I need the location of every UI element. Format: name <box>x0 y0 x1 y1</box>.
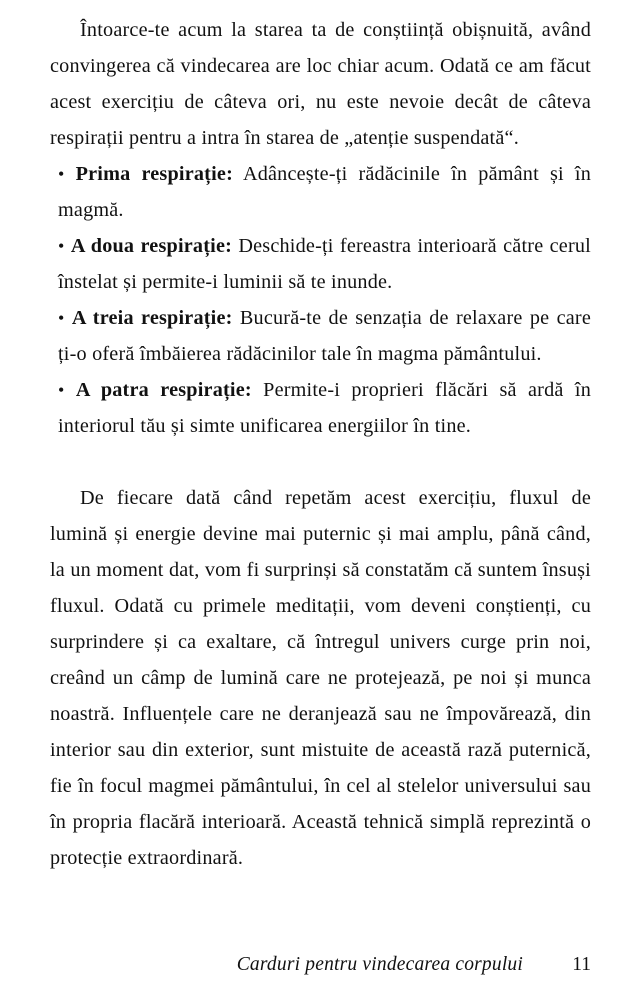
breath-1-lead-in: Prima respirație: <box>75 163 233 185</box>
footer-page-number: 11 <box>572 954 591 975</box>
list-item-breath-1 <box>50 156 591 228</box>
paragraph-spacer <box>50 444 591 480</box>
closing-paragraph: De fiecare dată când repetăm acest exercițiu, fluxul de lumină și energie devine mai puternic și mai amplu, până când, la un moment dat, vom fi surprinși să constatăm că suntem însuși fluxul. Odată cu primele meditații, vom deveni conștienți, cu surprindere și ca exaltare, că întregul univers curge prin noi, creând un câmp de lumină care ne protejează, pe noi și munca noastră. Influențele care ne deranjează sau ne împovărează, din interior sau din exterior, sunt mistuite de această rază puternică, fie în focul magmei pământului, în cel al stelelor universului sau în propria flacără interioară. Această tehnică simplă reprezintă o protecție extraordinară. <box>50 487 591 869</box>
breath-3-lead-in: A treia respirație: <box>71 307 233 329</box>
breath-3-text: Bucură-te de senzația de relaxare pe care ți-o oferă îmbăierea rădăcinilor tale în magma pământului. <box>58 307 591 365</box>
breath-2-text: Deschide-ți fereastra interioară către cerul înstelat și permite-i luminii să te inunde. <box>58 235 591 293</box>
list-item-breath-2 <box>50 228 591 300</box>
breath-4-text: Permite-i proprieri flăcări să ardă în interiorul tău și simte unificarea energiilor în tine. <box>58 379 591 437</box>
intro-paragraph: Întoarce-te acum la starea ta de conștiință obișnuită, având convingerea că vindecarea are loc chiar acum. Odată ce am făcut acest exercițiu de câteva ori, nu este nevoie decât de câteva respirații pentru a intra în starea de „atenție suspendată“. <box>50 19 591 149</box>
breath-4-lead-in: A patra respirație: <box>75 379 252 401</box>
text-column <box>50 12 591 876</box>
bullet-icon: • <box>58 236 65 256</box>
page-footer <box>50 952 591 978</box>
breath-steps-list <box>50 156 591 444</box>
footer-book-title: Carduri pentru vindecarea corpului <box>236 954 523 975</box>
breath-1-text: Adâncește-ți rădăcinile în pământ și în magmă. <box>58 163 591 221</box>
bullet-icon: • <box>58 380 65 400</box>
list-item-breath-4 <box>50 372 591 444</box>
breath-2-lead-in: A doua respirație: <box>70 235 233 257</box>
list-item-breath-3 <box>50 300 591 372</box>
bullet-icon: • <box>58 308 65 328</box>
bullet-icon: • <box>58 164 65 184</box>
